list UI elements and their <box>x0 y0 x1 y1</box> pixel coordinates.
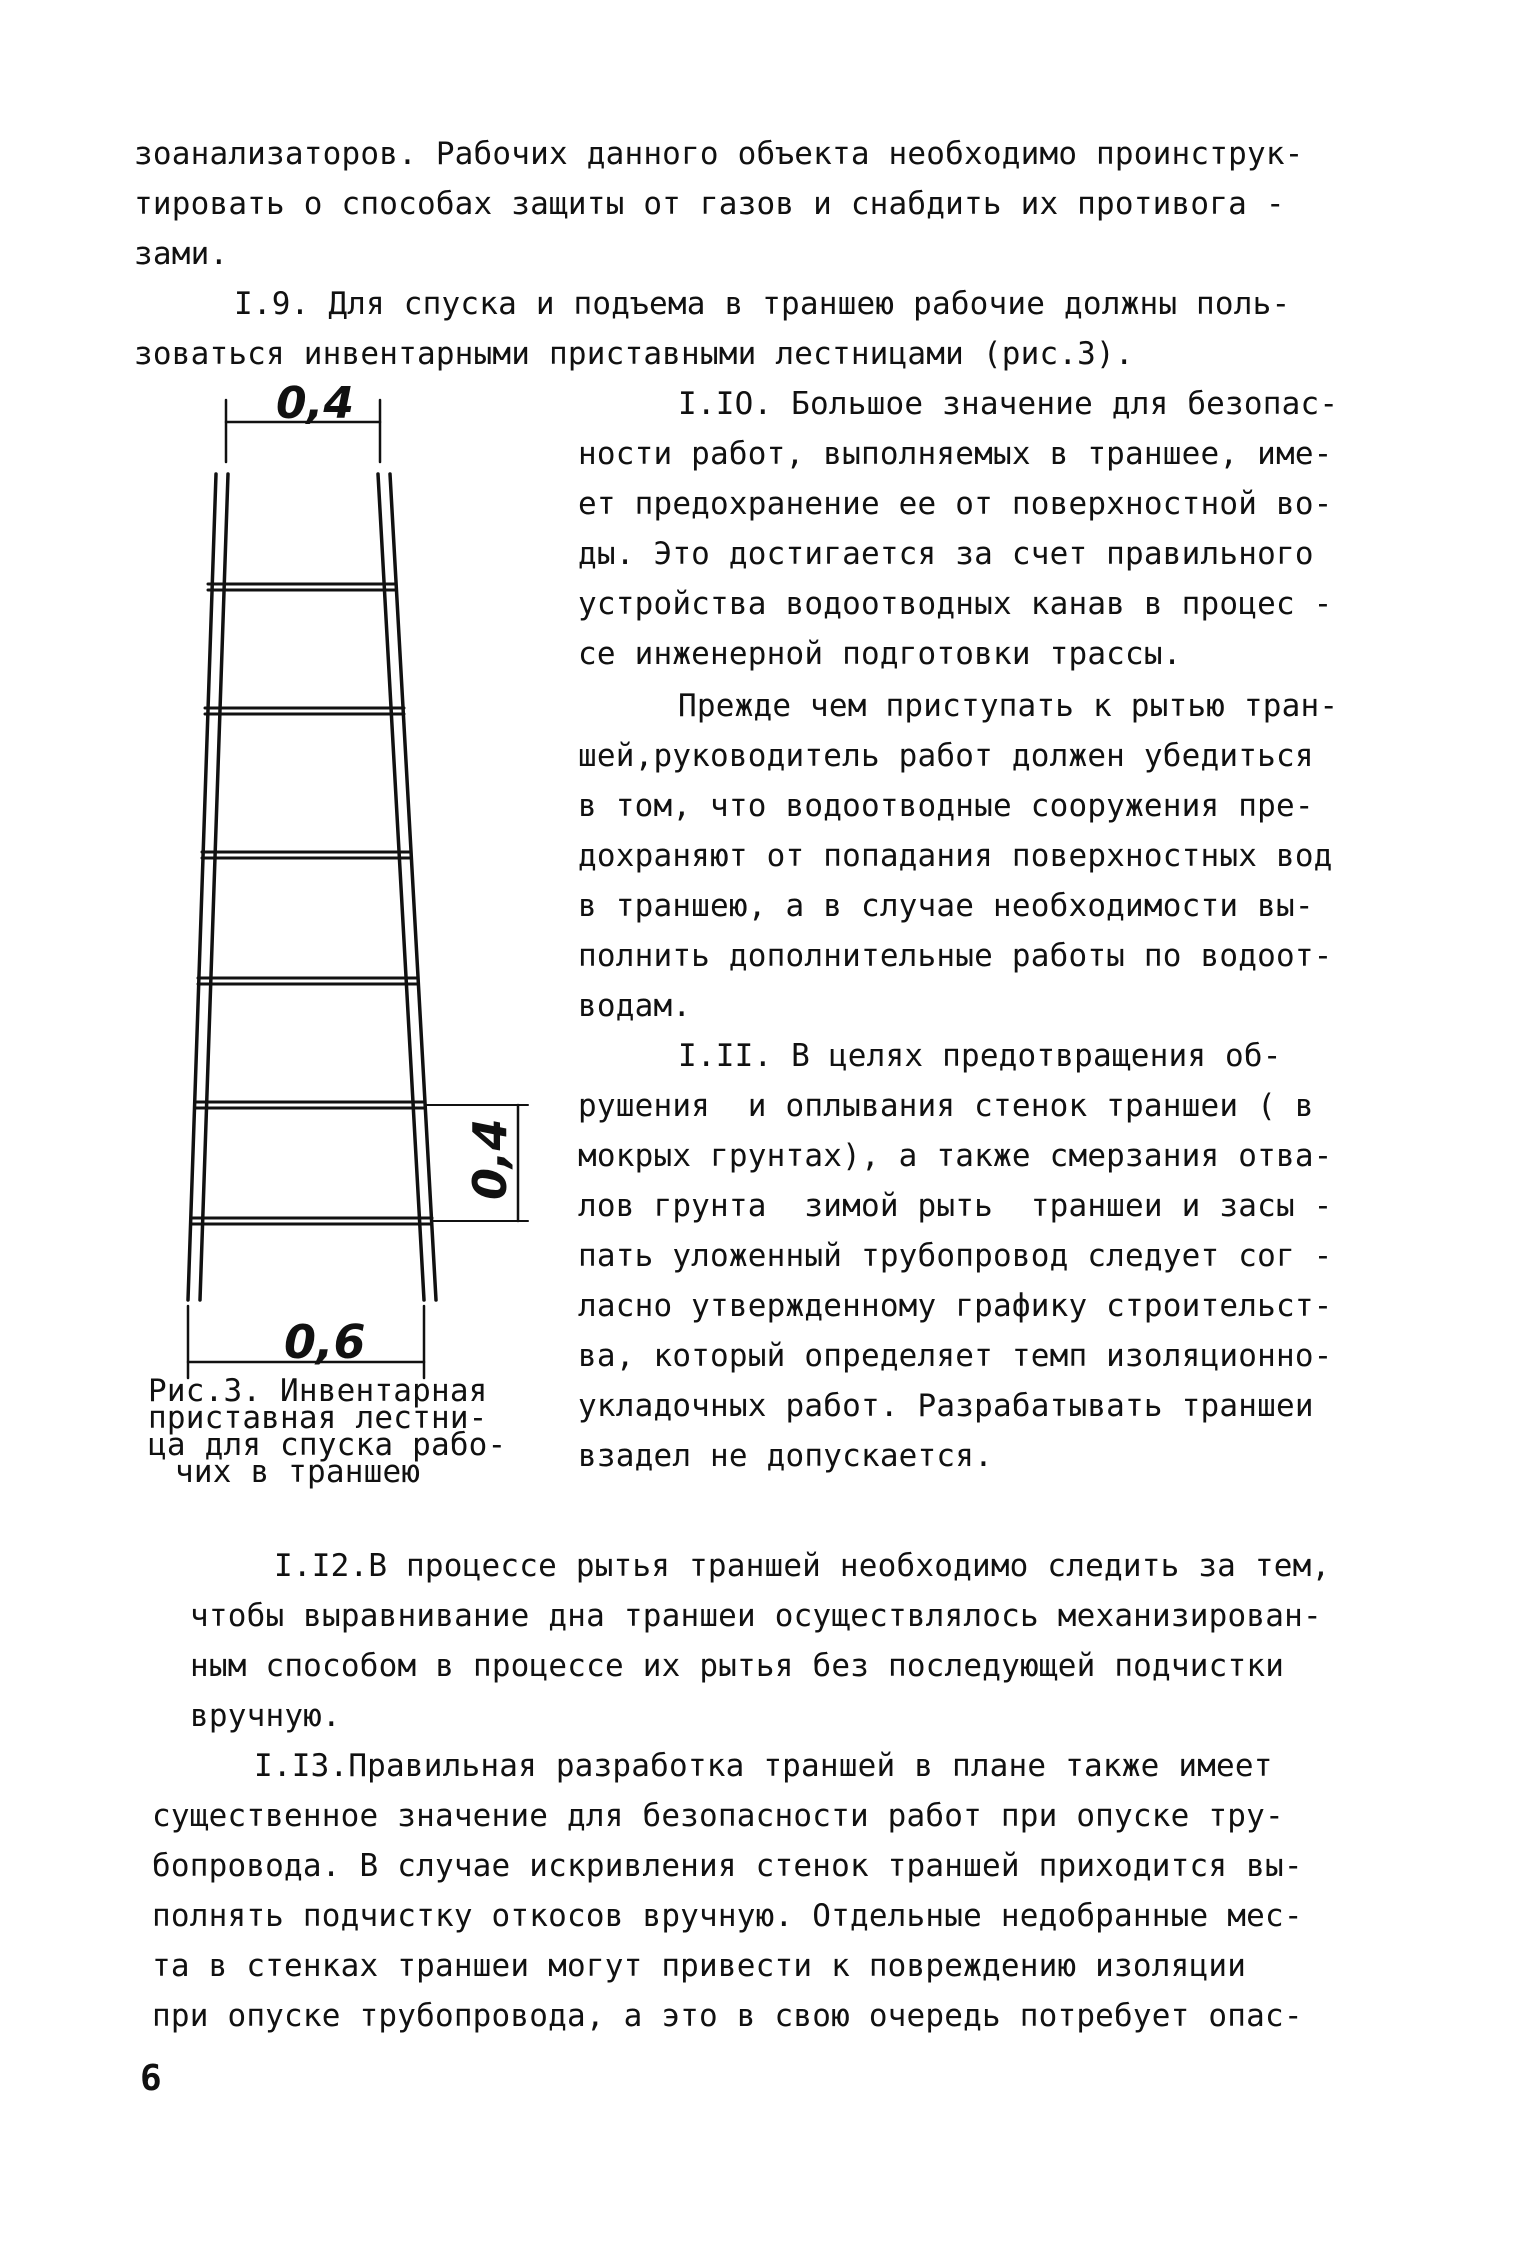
text-line: ным способом в процессе их рытья без последующей подчистки <box>190 1648 1285 1684</box>
page-number: 6 <box>140 2058 162 2099</box>
text-line: мокрых грунтах), а также смерзания отва- <box>578 1138 1333 1174</box>
ladder-left-rail <box>188 474 216 1300</box>
text-line: се инженерной подготовки трассы. <box>578 636 1182 672</box>
text-line: I.I2.В процессе рытья траншей необходимо следить за тем, <box>274 1548 1331 1584</box>
text-line: полнить дополнительные работы по водоот- <box>578 938 1333 974</box>
dim-side-label: 0,4 <box>463 1118 517 1200</box>
text-line: зами. <box>134 236 229 272</box>
text-line: I.I3.Правильная разработка траншей в плане также имеет <box>254 1748 1273 1784</box>
text-line: та в стенках траншеи могут привести к повреждению изоляции <box>152 1948 1247 1984</box>
text-line: полнять подчистку откосов вручную. Отдельные недобранные мес- <box>152 1898 1303 1934</box>
text-line: вручную. <box>190 1698 341 1734</box>
text-line: рушения и оплывания стенок траншеи ( в <box>578 1088 1314 1124</box>
text-line: I.IO. Большое значение для безопас- <box>678 386 1339 422</box>
text-line: ласно утвержденному графику строительст- <box>578 1288 1333 1324</box>
text-line: ности работ, выполняемых в траншее, име- <box>578 436 1333 472</box>
text-line: пать уложенный трубопровод следует сог - <box>578 1238 1333 1274</box>
ladder-right-rail <box>378 474 424 1300</box>
text-line: ет предохранение ее от поверхностной во- <box>578 486 1333 522</box>
text-line: укладочных работ. Разрабатывать траншеи <box>578 1388 1314 1424</box>
text-line: в том, что водоотводные сооружения пре- <box>578 788 1314 824</box>
text-line: устройства водоотводных канав в процес - <box>578 586 1333 622</box>
ladder-left-rail-inner <box>200 474 228 1300</box>
text-line: при опуске трубопровода, а это в свою очередь потребует опас- <box>152 1998 1303 2034</box>
text-line: бопровода. В случае искривления стенок траншей приходится вы- <box>152 1848 1303 1884</box>
text-line: I.II. В целях предотвращения об- <box>678 1038 1282 1074</box>
figure-caption-line: Рис.3. Инвентарная <box>148 1373 488 1409</box>
dim-top-label: 0,4 <box>276 378 354 429</box>
text-line: в траншею, а в случае необходимости вы- <box>578 888 1314 924</box>
text-line: взадел не допускается. <box>578 1438 993 1474</box>
text-line: существенное значение для безопасности работ при опуске тру- <box>152 1798 1284 1834</box>
text-line: водам. <box>578 988 692 1024</box>
text-line: шей,руководитель работ должен убедиться <box>578 738 1314 774</box>
text-line: I.9. Для спуска и подъема в траншею рабочие должны поль- <box>234 286 1291 322</box>
figure-caption-line: ца для спуска рабо- <box>148 1427 507 1463</box>
text-line: чтобы выравнивание дна траншеи осуществлялось механизирован- <box>190 1598 1322 1634</box>
text-line: дохраняют от попадания поверхностных вод <box>578 838 1333 874</box>
dim-bottom-label: 0,6 <box>284 1315 366 1369</box>
text-line: лов грунта зимой рыть траншеи и засы - <box>578 1188 1333 1224</box>
figure-caption-line: приставная лестни- <box>148 1400 488 1436</box>
text-line: Прежде чем приступать к рытью тран- <box>678 688 1339 724</box>
text-line: зоанализаторов. Рабочих данного объекта необходимо проинструк- <box>134 136 1304 172</box>
text-line: ва, который определяет темп изоляционно- <box>578 1338 1333 1374</box>
figure-caption-line: чих в траншею <box>175 1454 421 1490</box>
ladder-right-rail-inner <box>390 474 436 1300</box>
text-line: тировать о способах защиты от газов и снабдить их противога - <box>134 186 1285 222</box>
text-line: зоваться инвентарными приставными лестницами (рис.3). <box>134 336 1134 372</box>
text-line: ды. Это достигается за счет правильного <box>578 536 1314 572</box>
